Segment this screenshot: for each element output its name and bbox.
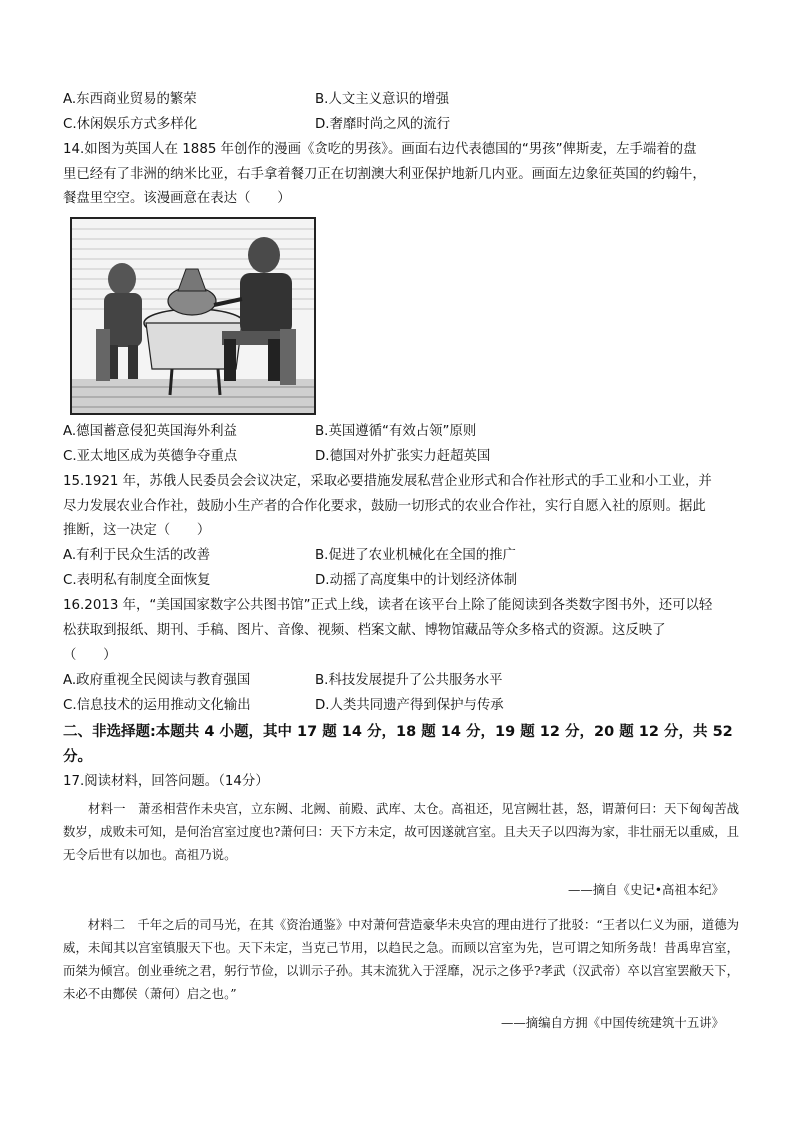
q13-option-a: A.东西商业贸易的繁荣 (63, 92, 197, 107)
q15-stem-line-1: 15.1921 年，苏俄人民委员会会议决定，采取必要措施发展私营企业形式和合作社形式的手工业和小工业，并 (63, 474, 712, 489)
q17-source-1: ——摘自《史记•高祖本纪》 (568, 882, 724, 897)
q14-stem-line-3: 餐盘里空空。该漫画意在表达（ ） (63, 191, 291, 206)
q15-options-row-1 (63, 546, 743, 566)
q17-source-2: ——摘编自方拥《中国传统建筑十五讲》 (500, 1015, 724, 1030)
q17-title: 17.阅读材料，回答问题。（14分） (63, 774, 269, 789)
q14-stem-line-1: 14.如图为英国人在 1885 年创作的漫画《贪吃的男孩》。画面右边代表德国的“男孩”俾斯麦，左手端着的盘 (63, 142, 697, 157)
cartoon-greedy-boy (70, 217, 316, 415)
section-2-heading-line-2: 分。 (63, 749, 92, 765)
q15-stem-line-2: 尽力发展农业合作社，鼓励小生产者的合作化要求，鼓励一切形式的农业合作社，实行自愿入社的原则。据此 (63, 499, 706, 514)
q16-option-d: D.人类共同遗产得到保护与传承 (315, 698, 504, 713)
q16-options-row-2 (63, 696, 743, 716)
q16-options-row-1 (63, 671, 743, 691)
section-2-heading-line-1: 二、非选择题:本题共 4 小题，其中 17 题 14 分，18 题 14 分，19 题 12 分，20 题 12 分，共 52 (63, 724, 733, 740)
q16-stem-line-3: （ ） (63, 648, 117, 663)
q15-option-d: D.动摇了高度集中的计划经济体制 (315, 573, 518, 588)
q15-option-b: B.促进了农业机械化在全国的推广 (315, 548, 516, 563)
q15-stem-line-3: 推断，这一决定（ ） (63, 523, 211, 538)
q14-options-row-1 (63, 422, 743, 442)
q15-option-c: C.表明私有制度全面恢复 (63, 573, 211, 588)
q17-material-1: 材料一 萧丞相营作未央宫，立东阙、北阙、前殿、武库、太仓。高祖还，见宫阙壮甚，怒，谓萧何曰：天下匈匈苦战数岁，成败未可知，是何治宫室过度也?萧何曰：天下方未定，故可因遂就宫室。且夫天子以四海为家，非壮丽无以重威，且无令后世有以加也。高祖乃说。 (63, 801, 739, 862)
q16-option-c: C.信息技术的运用推动文化输出 (63, 698, 251, 713)
q14-option-a: A.德国蓄意侵犯英国海外利益 (63, 424, 237, 439)
q16-option-b: B.科技发展提升了公共服务水平 (315, 673, 503, 688)
q14-option-b: B.英国遵循“有效占领”原则 (315, 424, 477, 439)
q17-material-2: 材料二 千年之后的司马光，在其《资治通鉴》中对萧何营造豪华未央宫的理由进行了批驳：“王者以仁义为丽，道德为威，未闻其以宫室镇服天下也。天下未定，当克己节用，以趋民之急。而顾以宫室为先，岂可谓之知所务哉！昔禹卑宫室，而桀为倾宫。创业垂统之君，躬行节俭，以训示子孙。其末流犹入于淫靡，况示之侈乎?孝武（汉武帝）卒以宫室罢敝天下，未必不由酂侯（萧何）启之也。” (63, 917, 739, 1001)
q13-options-row-1 (63, 90, 743, 110)
q14-option-d: D.德国对外扩张实力赶超英国 (315, 449, 491, 464)
q14-option-c: C.亚太地区成为英德争夺重点 (63, 449, 238, 464)
q14-stem-line-2: 里已经有了非洲的纳米比亚，右手拿着餐刀正在切割澳大利亚保护地新几内亚。画面左边象征英国的约翰牛， (63, 167, 706, 182)
q15-options-row-2 (63, 571, 743, 591)
q14-options-row-2 (63, 447, 743, 467)
q15-option-a: A.有利于民众生活的改善 (63, 548, 211, 563)
q16-stem-line-1: 16.2013 年，“美国国家数字公共图书馆”正式上线，读者在该平台上除了能阅读到各类数字图书外，还可以轻 (63, 598, 713, 613)
q13-options-row-2 (63, 115, 743, 135)
q13-option-b: B.人文主义意识的增强 (315, 92, 449, 107)
q16-stem-line-2: 松获取到报纸、期刊、手稿、图片、音像、视频、档案文献、博物馆藏品等众多格式的资源。这反映了 (63, 623, 666, 638)
q16-option-a: A.政府重视全民阅读与教育强国 (63, 673, 251, 688)
q13-option-d: D.奢靡时尚之风的流行 (315, 117, 451, 132)
cartoon-illustration (72, 219, 314, 413)
q13-option-c: C.休闲娱乐方式多样化 (63, 117, 198, 132)
